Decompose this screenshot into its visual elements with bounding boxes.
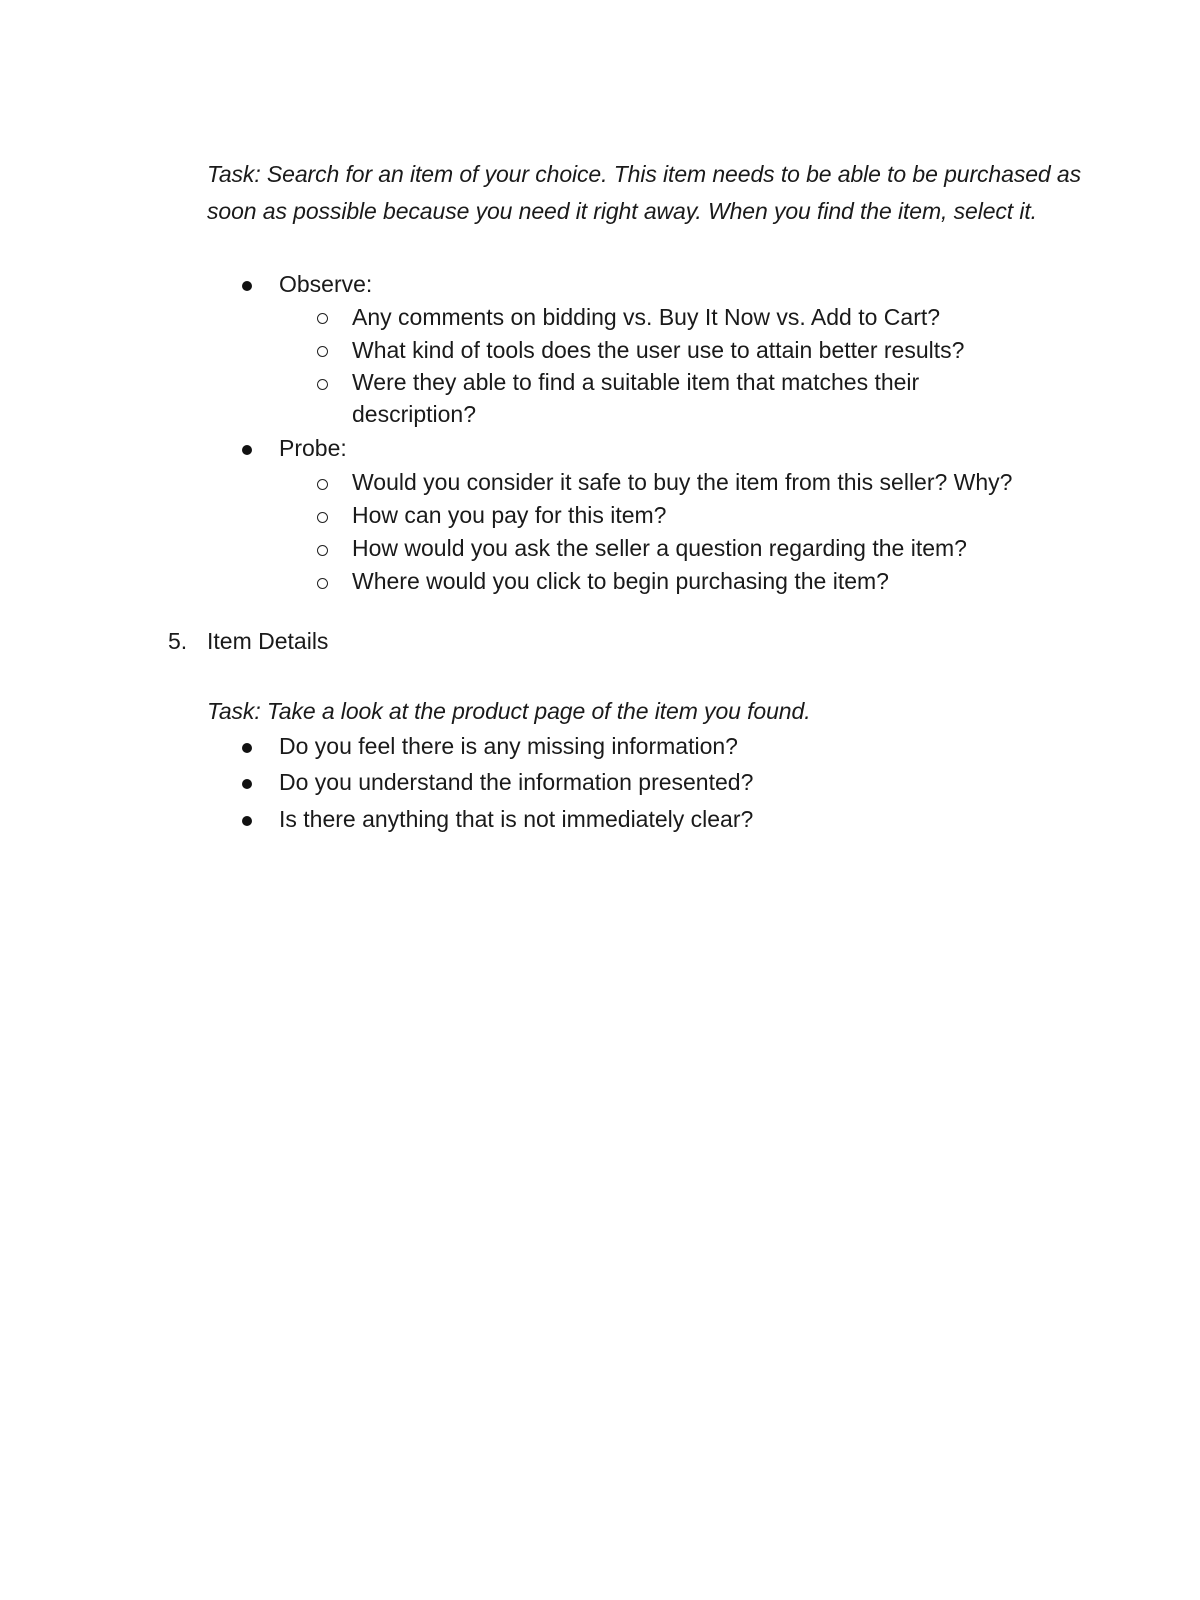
- bullet-icon: [242, 281, 252, 291]
- observe-item: Any comments on bidding vs. Buy It Now vs. Add to Cart?: [352, 304, 941, 330]
- circle-bullet-icon: [317, 379, 328, 390]
- list-item: Do you feel there is any missing information?: [279, 733, 738, 759]
- probe-item: Would you consider it safe to buy the item from this seller? Why?: [352, 469, 1013, 495]
- bullet-icon: [242, 445, 252, 455]
- circle-bullet-icon: [317, 545, 328, 556]
- observe-item: Were they able to find a suitable item that matches their: [352, 369, 920, 395]
- probe-item: How would you ask the seller a question regarding the item?: [352, 535, 967, 561]
- observe-item: What kind of tools does the user use to attain better results?: [352, 337, 965, 363]
- probe-label: Probe:: [279, 435, 347, 461]
- observe-label: Observe:: [279, 271, 373, 297]
- probe-item: How can you pay for this item?: [352, 502, 667, 528]
- bullet-icon: [242, 779, 252, 789]
- observe-item-continued: description?: [352, 401, 477, 427]
- bullet-icon: [242, 743, 252, 753]
- circle-bullet-icon: [317, 512, 328, 523]
- list-item: Is there anything that is not immediately clear?: [279, 806, 754, 832]
- circle-bullet-icon: [317, 346, 328, 357]
- circle-bullet-icon: [317, 313, 328, 324]
- bullet-icon: [242, 816, 252, 826]
- circle-bullet-icon: [317, 578, 328, 589]
- task-instructions: Task: Search for an item of your choice. This item needs to be able to be purchased as soon as possible because you need it right away. When you find the item, select it.: [207, 161, 1081, 224]
- list-item: Do you understand the information presented?: [279, 769, 754, 795]
- probe-item: Where would you click to begin purchasing the item?: [352, 568, 889, 594]
- section-title: Item Details: [207, 628, 329, 654]
- section-number: 5.: [168, 628, 188, 654]
- task-instructions: Task: Take a look at the product page of the item you found.: [207, 698, 811, 724]
- circle-bullet-icon: [317, 479, 328, 490]
